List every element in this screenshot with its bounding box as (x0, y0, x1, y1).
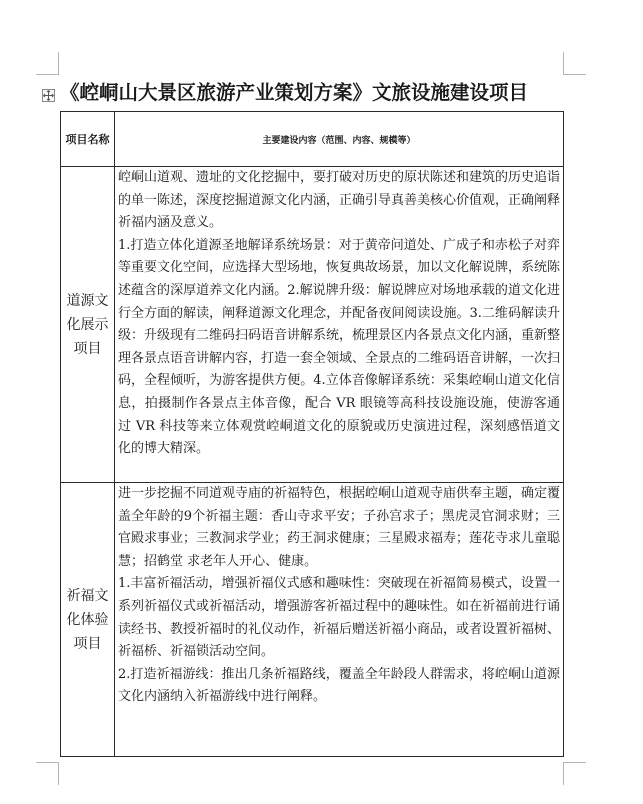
content-paragraph: 崆峒山道观、遗址的文化挖掘中，要打破对历史的原状陈述和建筑的历史追诣的单一陈述，深度挖掘道源文化内涵，正确引导真善美核心价值观，正确阐释祈福内涵及意义。 (118, 170, 561, 231)
project-name-line: 化展示 (66, 316, 109, 333)
project-table (60, 111, 564, 757)
table-move-handle-icon[interactable] (42, 89, 55, 102)
project-content-cell[interactable] (115, 483, 564, 757)
project-name-line: 道源文 (66, 292, 109, 309)
content-paragraph: 进一步挖掘不同道观寺庙的祈福特色，根据崆峒山道观寺庙供奉主题，确定覆盖全年龄的9个祈福主题：香山寺求平安；子孙宫求子；黑虎灵官洞求财；三官殿求事业；三教洞求学业；药王洞求健康；三星殿求福寿；莲花寺求儿童聪慧；招鹤堂 求老年人开心、健康。 (118, 486, 561, 569)
project-name-cell[interactable] (61, 167, 115, 483)
project-content-cell[interactable] (115, 167, 564, 483)
project-name-line: 项目 (73, 635, 102, 652)
project-name-line: 祈福文 (66, 587, 109, 604)
header-project-name[interactable]: 项目名称 (61, 112, 115, 167)
project-name-cell[interactable] (61, 483, 115, 757)
content-paragraph: 1.打造立体化道源圣地解译系统场景：对于黄帝问道处、广成子和赤松子对弈等重要文化空间，应选择大型场地，恢复典故场景，加以文化解说牌，系统陈述蕴含的深厚道养文化内涵。2.解说牌升级：解说牌应对场地承载的道文化进行全方面的解读，阐释道源文化理念，并配备夜间阅读设施。3.二维码解读升级：升级现有二维码扫码语音讲解系统，梳理景区内各景点文化内涵，重新整理各景点语音讲解内容，打造一套全领域、全景点的二维码语音讲解，一次扫码，全程倾听，为游客提供方便。4.立体音像解译系统：采集崆峒山道文化信息，拍摄制作各景点主体音像，配合 VR 眼镜等高科技设施设施，使游客通过 VR 科技等来立体观赏崆峒道文化的原貌或历史演进过程，深刻感悟道文化的博大精深。 (118, 237, 561, 457)
content-paragraph: 2.打造祈福游线：推出几条祈福路线，覆盖全年龄段人群需求，将崆峒山道源文化内涵纳入祈福游线中进行阐释。 (118, 666, 560, 705)
page-margin-corner-bottom-left (36, 762, 59, 785)
table-row (61, 483, 564, 757)
content-paragraph: 1.丰富祈福活动，增强祈福仪式感和趣味性：突破现在祈福简易模式，设置一系列祈福仪式或祈福活动，增强游客祈福过程中的趣味性。如在祈福前进行诵读经书、教授祈福时的礼仪动作，祈福后赠送祈福小商品，或者设置祈福树、祈福桥、祈福锁活动空间。 (118, 576, 561, 660)
project-name-line: 化体验 (66, 611, 109, 628)
document-title: 《崆峒山大景区旅游产业策划方案》文旅设施建设项目 (60, 81, 529, 104)
header-main-content[interactable]: 主要建设内容（范围、内容、规模等） (115, 112, 564, 167)
page-margin-corner-top-right (563, 52, 586, 75)
table-row (61, 167, 564, 483)
page-margin-corner-bottom-right (563, 762, 586, 785)
project-name-line: 项目 (73, 340, 102, 357)
table-header-row (61, 112, 564, 167)
page-margin-corner-top-left (36, 52, 59, 75)
